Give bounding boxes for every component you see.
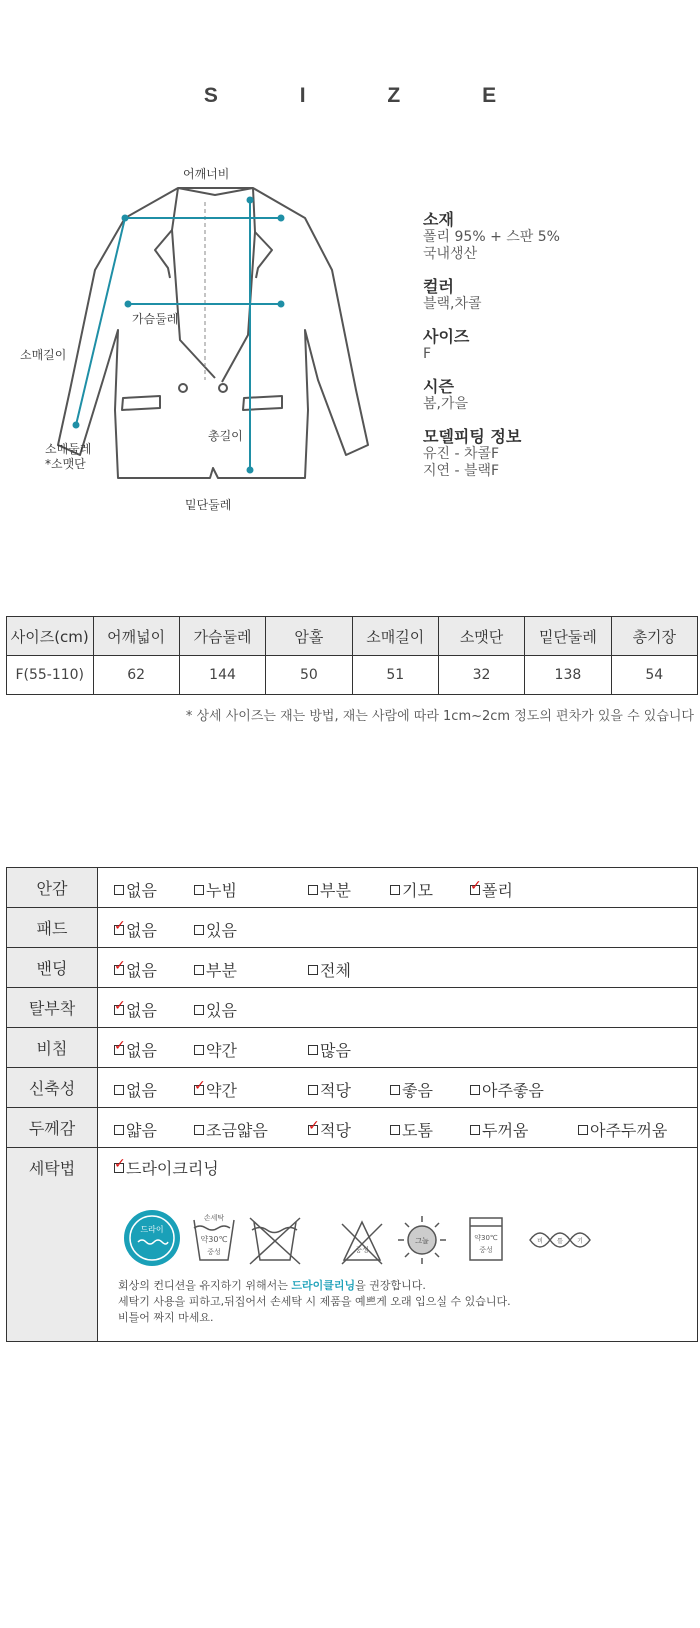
size-note: * 상세 사이즈는 재는 방법, 재는 사람에 따라 1cm~2cm 정도의 편차가 있을 수 있습니다	[185, 709, 694, 724]
attribute-option[interactable]: ✓ 없음	[114, 918, 157, 940]
svg-text:약30℃: 약30℃	[474, 1234, 498, 1242]
label-cuff: *소맷단	[45, 457, 86, 471]
size-header-cell: 사이즈(cm)	[7, 617, 94, 656]
attribute-options	[98, 988, 698, 1028]
attribute-row	[7, 1028, 698, 1068]
size-cell: 138	[525, 656, 611, 695]
attribute-options	[98, 1108, 698, 1148]
care-line-2: 세탁기 사용을 피하고,뒤집어서 손세탁 시 제품을 예쁘게 오래 입으실 수 있습니다.	[118, 1295, 511, 1308]
checkbox-icon[interactable]	[114, 885, 124, 895]
care-text	[118, 1278, 511, 1326]
size-cell: 62	[93, 656, 179, 695]
attribute-label: 두께감	[7, 1108, 98, 1148]
size-header-cell: 어깨넓이	[93, 617, 179, 656]
checkbox-icon[interactable]	[308, 885, 318, 895]
label-sleeve-round: 소매둘레	[45, 442, 92, 456]
care-row	[7, 1148, 698, 1342]
attribute-option[interactable]: 있음	[194, 998, 237, 1021]
attribute-label: 패드	[7, 908, 98, 948]
attribute-option[interactable]: ✓ 적당	[308, 1118, 351, 1140]
attribute-option[interactable]: 두꺼움	[470, 1118, 528, 1141]
checkbox-icon[interactable]	[390, 885, 400, 895]
checkbox-icon[interactable]: ✓	[470, 878, 482, 894]
info-material: 소재 폴리 95% + 스판 5% 국내생산	[423, 210, 560, 262]
attribute-option[interactable]: 아주두꺼움	[578, 1118, 667, 1141]
no-wash-icon	[250, 1218, 300, 1264]
svg-text:중성: 중성	[479, 1246, 493, 1254]
checkbox-icon[interactable]	[114, 1085, 124, 1095]
size-header-cell: 소매길이	[352, 617, 438, 656]
attribute-label: 비침	[7, 1028, 98, 1068]
size-header-cell: 총기장	[611, 617, 697, 656]
attribute-row	[7, 948, 698, 988]
size-cell: 144	[179, 656, 265, 695]
attribute-option[interactable]: ✓ 없음	[114, 958, 157, 980]
checkbox-icon[interactable]	[194, 925, 204, 935]
checkbox-icon[interactable]	[308, 1085, 318, 1095]
care-line-3: 비틀어 짜지 마세요.	[118, 1311, 214, 1324]
attribute-option[interactable]: ✓ 없음	[114, 1038, 157, 1060]
care-icons	[122, 1208, 682, 1268]
label-sleeve-length: 소매길이	[20, 348, 67, 362]
svg-text:중성: 중성	[207, 1248, 221, 1256]
attribute-row	[7, 1068, 698, 1108]
no-twist-icon	[530, 1233, 590, 1247]
hand-wash-icon	[194, 1213, 234, 1260]
checkbox-icon[interactable]: ✓	[114, 998, 126, 1014]
attribute-options	[98, 1028, 698, 1068]
attribute-option[interactable]: 없음	[114, 1078, 157, 1101]
checkbox-icon[interactable]: ✓	[114, 1038, 126, 1054]
care-option: ✓ 드라이크리닝	[114, 1156, 219, 1178]
attribute-label: 안감	[7, 868, 98, 908]
checkbox-icon[interactable]	[308, 1045, 318, 1055]
svg-text:그늘: 그늘	[415, 1237, 429, 1245]
svg-text:드라이: 드라이	[140, 1225, 164, 1234]
checkbox-icon[interactable]	[390, 1085, 400, 1095]
svg-text:비: 비	[537, 1238, 543, 1245]
attribute-option[interactable]: 누빔	[194, 878, 237, 901]
care-label: 세탁법	[7, 1148, 98, 1342]
svg-text:약30℃: 약30℃	[200, 1235, 228, 1244]
checkbox-icon[interactable]: ✓	[114, 958, 126, 974]
label-shoulder: 어깨너비	[183, 167, 230, 181]
attribute-option[interactable]: ✓ 없음	[114, 998, 157, 1020]
svg-text:기: 기	[577, 1238, 583, 1245]
checkbox-icon[interactable]: ✓	[114, 918, 126, 934]
svg-text:틀: 틀	[557, 1238, 563, 1245]
table-row	[7, 656, 698, 695]
checkbox-icon[interactable]	[194, 885, 204, 895]
size-header-cell: 암홀	[266, 617, 352, 656]
checkbox-icon[interactable]	[194, 1005, 204, 1015]
attribute-option[interactable]: 기모	[390, 878, 433, 901]
attribute-label: 탈부착	[7, 988, 98, 1028]
attribute-option[interactable]: 약간	[194, 1038, 237, 1061]
info-season: 시즌 봄,가을	[423, 377, 469, 412]
attribute-option[interactable]: 조금얇음	[194, 1118, 268, 1141]
label-hem: 밑단둘레	[185, 498, 232, 512]
checkbox-icon[interactable]	[470, 1125, 480, 1135]
attribute-table	[6, 867, 698, 1342]
checkbox-icon[interactable]: ✓	[308, 1118, 320, 1134]
jacket-diagram	[0, 160, 380, 530]
svg-text:손세탁: 손세탁	[203, 1214, 225, 1222]
size-header-cell: 밑단둘레	[525, 617, 611, 656]
no-bleach-icon	[342, 1222, 382, 1264]
attribute-options	[98, 1068, 698, 1108]
attribute-row	[7, 988, 698, 1028]
attribute-row	[7, 1108, 698, 1148]
attribute-option[interactable]: 없음	[114, 878, 157, 901]
shade-dry-icon	[398, 1216, 446, 1264]
size-table	[6, 616, 698, 695]
checkbox-icon[interactable]: ✓	[194, 1078, 206, 1094]
attribute-option[interactable]: 아주좋음	[470, 1078, 544, 1101]
attribute-label: 신축성	[7, 1068, 98, 1108]
attribute-options	[98, 948, 698, 988]
attribute-option[interactable]: 도톰	[390, 1118, 433, 1141]
size-header-cell: 소맷단	[438, 617, 524, 656]
attribute-row	[7, 868, 698, 908]
attribute-label: 밴딩	[7, 948, 98, 988]
label-total-length: 총길이	[208, 429, 243, 443]
jacket-outline	[0, 160, 380, 530]
attribute-option[interactable]: 얇음	[114, 1118, 157, 1141]
attribute-option[interactable]: 부분	[308, 878, 351, 901]
checkbox-icon[interactable]	[194, 1045, 204, 1055]
washing-machine-icon	[470, 1218, 502, 1260]
care-line-1: 회상의 컨디션을 유지하기 위해서는 드라이클리닝을 권장합니다.	[118, 1279, 426, 1292]
size-cell: 54	[611, 656, 697, 695]
attribute-options	[98, 908, 698, 948]
label-chest: 가슴둘레	[132, 312, 179, 326]
size-cell: F(55-110)	[7, 656, 94, 695]
dry-clean-icon	[124, 1210, 180, 1266]
care-cell	[98, 1148, 698, 1342]
attribute-option[interactable]: 전체	[308, 958, 351, 981]
size-header-cell: 가슴둘레	[179, 617, 265, 656]
svg-text:중성: 중성	[355, 1246, 369, 1254]
checkbox-icon[interactable]	[194, 965, 204, 975]
attribute-option[interactable]: 있음	[194, 918, 237, 941]
checkbox-icon[interactable]	[390, 1125, 400, 1135]
attribute-option[interactable]: ✓ 약간	[194, 1078, 237, 1100]
attribute-options	[98, 868, 698, 908]
attribute-option[interactable]: 좋음	[390, 1078, 433, 1101]
checkbox-icon[interactable]	[308, 965, 318, 975]
product-info	[423, 210, 683, 494]
checkbox-icon[interactable]	[194, 1125, 204, 1135]
size-cell: 32	[438, 656, 524, 695]
attribute-option[interactable]: ✓ 폴리	[470, 878, 513, 900]
page-title: S I Z E	[203, 84, 535, 107]
attribute-option[interactable]: 많음	[308, 1038, 351, 1061]
info-model-fitting: 모델피팅 정보 유진 - 차콜F 지연 - 블랙F	[423, 427, 522, 479]
size-cell: 51	[352, 656, 438, 695]
size-table-header	[7, 617, 698, 656]
size-cell: 50	[266, 656, 352, 695]
checkbox-icon[interactable]	[114, 1125, 124, 1135]
attribute-option[interactable]: 적당	[308, 1078, 351, 1101]
checkbox-icon: ✓	[114, 1156, 126, 1172]
checkbox-icon[interactable]	[470, 1085, 480, 1095]
checkbox-icon[interactable]	[578, 1125, 588, 1135]
attribute-option[interactable]: 부분	[194, 958, 237, 981]
attribute-row	[7, 908, 698, 948]
info-size: 사이즈 F	[423, 327, 470, 362]
info-color: 컬러 블랙,차콜	[423, 277, 482, 312]
